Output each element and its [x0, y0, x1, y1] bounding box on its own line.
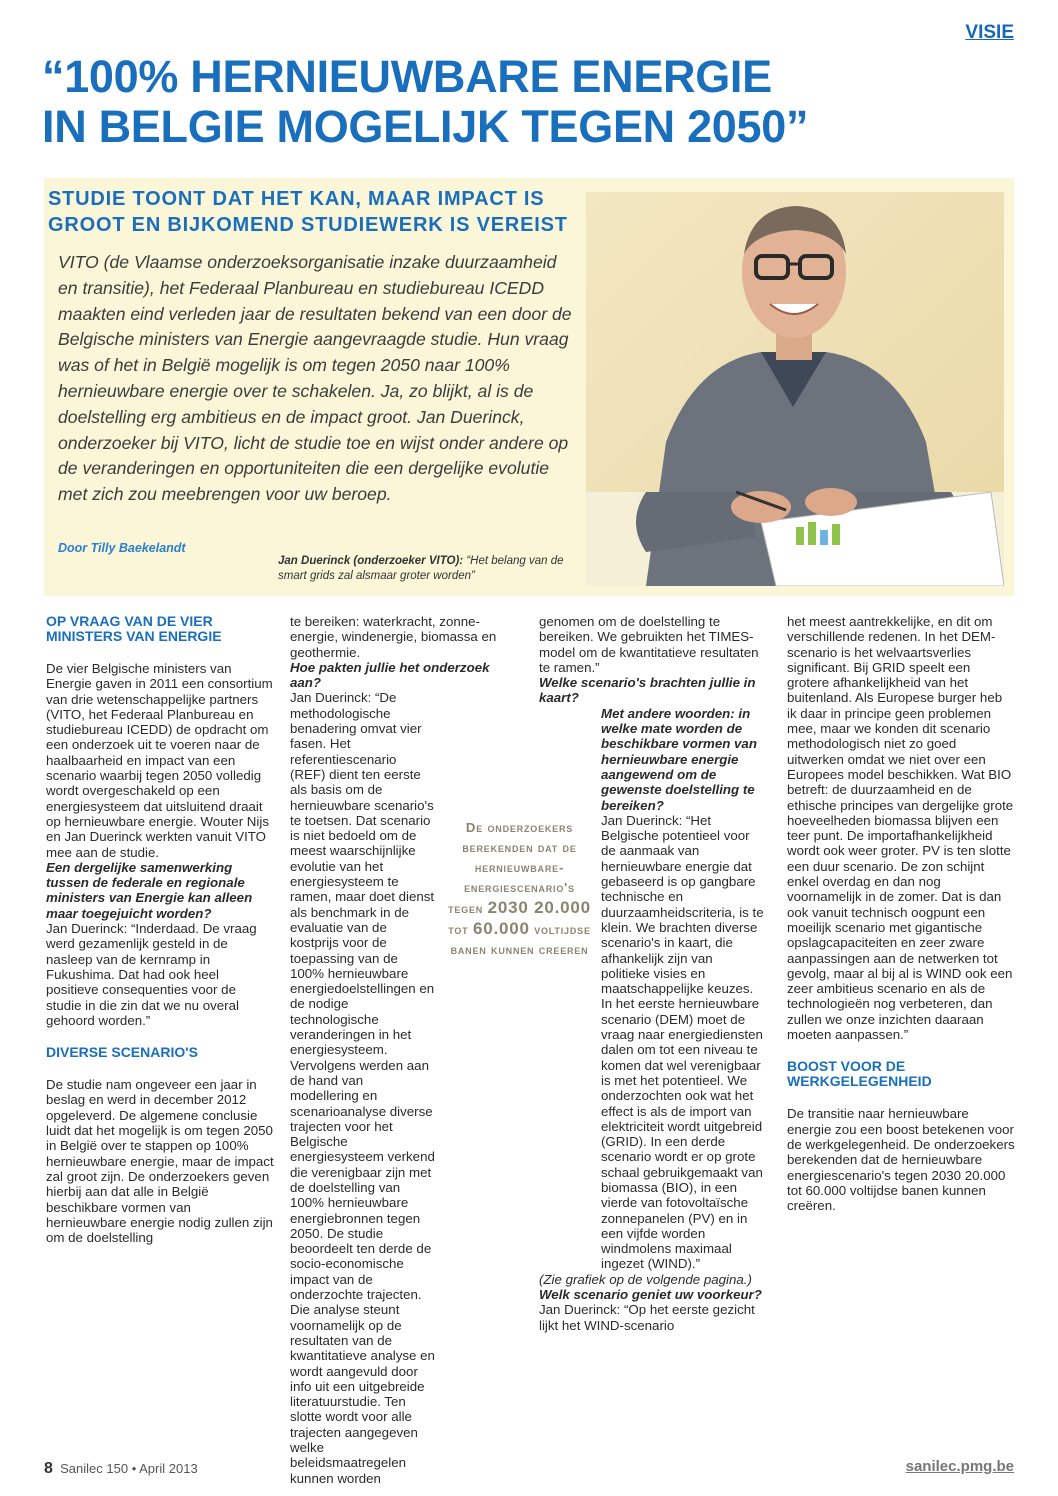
- body-paragraph: Jan Duerinck: “Inderdaad. De vraag werd gezamenlijk gesteld in de nasleep van de kernramp in Fukushima. Dat had ook heel positieve consequenties voor de studie in die zin dat we nu overal gehoord worden.”: [46, 921, 257, 1028]
- photo-caption: [278, 554, 578, 584]
- portrait-photo: [586, 192, 1004, 586]
- body-paragraph: Jan Duerinck: “Het Belgische potentieel voor de aanmaak van hernieuwbare energie dat gebaseerd is op gangbare technische en duurzaamheidscriteria, is te klein. We brachten diverse scenario's in kaart, die afhankelijk zijn van politieke visies en maatschappelijke keuzes. In het eerste hernieuwbare scenario (DEM) moet de vraag naar energiediensten dalen om tot een niveau te komen dat wel verenigbaar is met het potentieel. We onderzochten ook wat het effect is als de import van elektriciteit wordt uitgebreid (GRID). In een derde scenario wordt er op grote schaal gebruikgemaakt van biomassa (BIO), in een vierde van fotovoltaïsche zonnepanelen (PV) en in een vijfde worden windmolens maximaal ingezet (WIND).”: [601, 812, 764, 1272]
- section-heading: OP VRAAG VAN DE VIER MINISTERS VAN ENERGIE: [46, 613, 222, 644]
- body-paragraph: Jan Duerinck: “De methodologische benadering omvat vier fasen. Het referentiescenario (REF) dient ten eerste als basis om de hernieuwbare scenario's te toetsen. Dat scenario is niet bedoeld om de meest waarschijnlijke evolutie van het energiesysteem te ramen, maar doet dienst als benchmark in de evaluatie van de kostprijs voor de toepassing van de 100% hernieuwbare energiedoelstellingen en de nodige technologische veranderingen in het energiesysteem. Vervolgens werden aan de hand van modellering en scenarioanalyse diverse trajecten voor het Belgische energiesysteem verkend die verenigbaar zijn met de doelstelling van 100% hernieuwbare energiebronnen tegen 2050. De studie beoordeelt ten derde de socio-economische impact van de onderzochte trajecten. Die analyse steunt voornamelijk op de resultaten van de kwantitatieve analyse en wordt aangevuld door info uit een uitgebreide literatuurstudie. Ten slotte wordt voor alle trajecten aangegeven welke beleidsmaatregelen kunnen worden: [290, 690, 435, 1486]
- body-paragraph: De studie nam ongeveer een jaar in beslag en werd in december 2012 opgeleverd. De algemene conclusie luidt dat het mogelijk is om tegen 2050 in België over te stappen op 100% hernieuwbare energie, maar de impact zal groot zijn. De onderzoekers geven hierbij aan dat alle in België beschikbare vormen van hernieuwbare energie nodig zullen zijn om de doelstelling: [46, 1077, 274, 1246]
- page-footer: [44, 1460, 198, 1478]
- chart-reference: (Zie grafiek op de volgende pagina.): [539, 1271, 752, 1287]
- body-paragraph: De vier Belgische ministers van Energie gaven in 2011 een consortium van drie wetenschappelijke partners (VITO, het Federaal Planbureau en studiebureau ICEDD) de opdracht om een onderzoek uit te voeren naar de haalbaarheid en impact van een scenario waarbij tegen 2050 volledig wordt overgeschakeld op een energiesysteem dat uitsluitend draait op hernieuwbare energie. Wouter Nijs en Jan Duerinck werkten vanuit VITO mee aan de studie.: [46, 661, 273, 860]
- author-byline: Door Tilly Baekelandt: [58, 541, 186, 555]
- pull-quote-text: voltijdse banen kunnen creeren: [450, 922, 591, 957]
- interview-question: Welke scenario's brachten jullie in kaart?: [539, 675, 756, 706]
- page-number: 8: [44, 1460, 53, 1477]
- pull-quote-figure: 60.000: [472, 919, 530, 938]
- website-link[interactable]: sanilec.pmg.be: [905, 1458, 1014, 1475]
- pull-quote-figure: 2030 20.000: [487, 898, 591, 917]
- headline-line-1: “100% HERNIEUWBARE ENERGIE: [42, 51, 772, 102]
- caption-quote: “Het belang van de smart grids zal alsmaar groter worden”: [278, 555, 564, 582]
- column-4: [787, 614, 1015, 1213]
- column-2: [290, 614, 515, 1486]
- body-paragraph: het meest aantrekkelijke, en dit om verschillende redenen. In het DEM-scenario is het welvaartsverlies significant. Bij GRID speelt een grotere afhankelijkheid van het buitenland. Als Europese burger heb ik daar in principe geen problemen mee, maar we konden dit scenario methodologisch niet zo goed uitwerken omdat we niet over een Europees model beschikken. Wat BIO betreft: de duurzaamheid en de ethische principes van dergelijke grote hoeveelheden biomassa blijven een teer punt. De importafhankelijkheid wordt ook weer groter. PV is ten slotte een duur scenario. De zon schijnt enkel overdag en dan nog voornamelijk in de zomer. Dat is dan ook vanuit technisch oogpunt een moeilijk scenario met gigantische opslagcapaciteiten en zeer zware aanpassingen aan de netwerken tot gevolg, maar al bij al is WIND ook een zeer ambitieus scenario en als de technologieën nog verbeteren, dan zullen we onze inzichten daaraan moeten aanpassen.”: [787, 614, 1014, 1043]
- section-heading: BOOST VOOR DE WERKGELEGENHEID: [787, 1058, 932, 1090]
- column-3: [539, 614, 764, 1333]
- article-lead: VITO (de Vlaamse onderzoeksorganisatie inzake duurzaamheid en transitie), het Federaal Planbureau en studiebureau ICEDD maakten eind verleden jaar de resultaten bekend van een door de Belgische ministers van Energie aangevraagde studie. Hun vraag was of het in België mogelijk is om tegen 2050 naar 100% hernieuwbare energie over te schakelen. Ja, zo blijkt, al is de doelstelling erg ambitieus en de impact groot. Jan Duerinck, onderzoeker bij VITO, licht de studie toe en wijst onder andere op de veranderingen en opportuniteiten die een dergelijke evolutie met zich zou meebrengen voor uw beroep.: [58, 252, 572, 505]
- section-link-visie[interactable]: VISIE: [965, 22, 1014, 43]
- body-paragraph: Jan Duerinck: “Op het eerste gezicht lijkt het WIND-scenario: [539, 1302, 755, 1333]
- issue-info: Sanilec 150 • April 2013: [60, 1461, 198, 1476]
- column-1: [46, 614, 274, 1245]
- pull-quote: [447, 818, 592, 960]
- caption-name: Jan Duerinck (onderzoeker VITO):: [278, 555, 464, 567]
- headline-line-2: IN BELGIE MOGELIJK TEGEN 2050”: [42, 101, 809, 152]
- article-headline: [42, 52, 1022, 152]
- body-paragraph: te bereiken: waterkracht, zonne-energie, windenergie, biomassa en geothermie.: [290, 614, 497, 660]
- interview-question: Een dergelijke samenwerking tussen de federale en regionale ministers van Energie kan alleen maar toegejuicht worden?: [46, 859, 253, 921]
- interview-question: Met andere woorden: in welke mate worden de beschikbare vormen van hernieuwbare energie aangewend om de gewenste doelstelling te bereiken?: [601, 705, 757, 813]
- article-subheadline: STUDIE TOONT DAT HET KAN, MAAR IMPACT IS GROOT EN BIJKOMEND STUDIEWERK IS VEREIST: [48, 188, 568, 236]
- interview-question: Welk scenario geniet uw voorkeur?: [539, 1287, 762, 1303]
- pull-quote-text: De onderzoekers berekenden dat de hernieuwbare-energiescenario's tegen: [448, 820, 577, 916]
- body-paragraph: De transitie naar hernieuwbare energie zou een boost betekenen voor de werkgelegenheid. De onderzoekers berekenden dat de hernieuwbare energiescenario's tegen 2030 20.000 tot 60.000 voltijdse banen kunnen creëren.: [787, 1106, 1015, 1214]
- interview-question: Hoe pakten jullie het onderzoek aan?: [290, 659, 490, 691]
- section-heading: DIVERSE SCENARIO'S: [46, 1044, 198, 1061]
- body-paragraph: genomen om de doelstelling te bereiken. We gebruikten het TIMES-model om de kwantitatieve resultaten te ramen.”: [539, 614, 759, 675]
- pull-quote-text: tot: [448, 922, 469, 937]
